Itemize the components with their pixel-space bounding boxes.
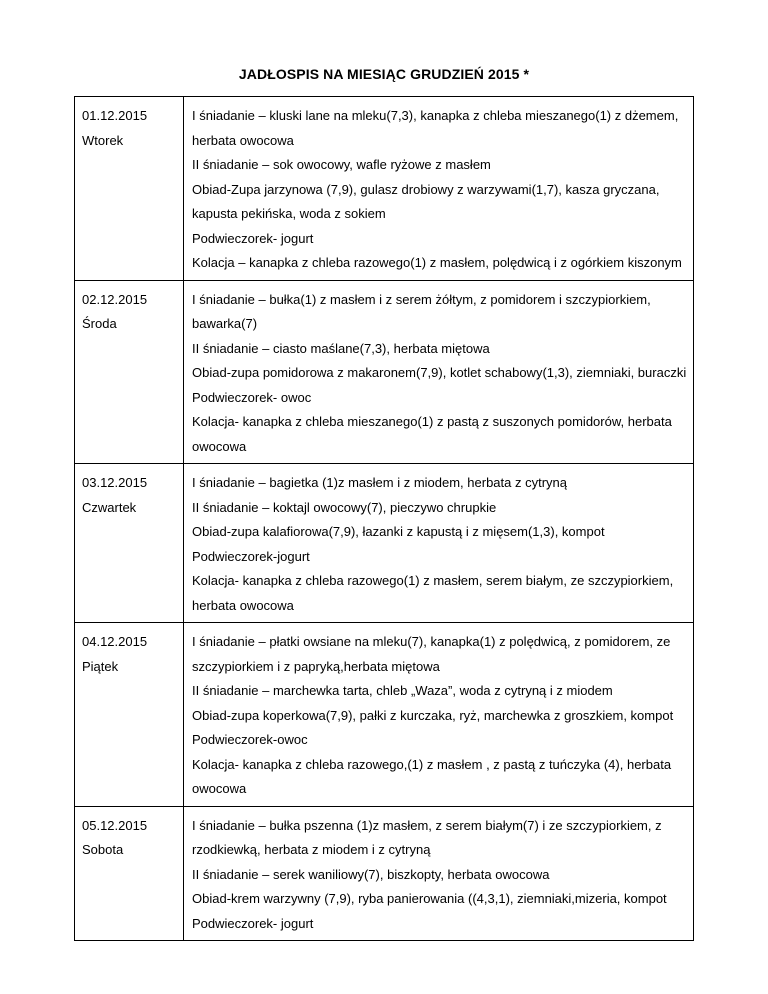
meal-breakfast: I śniadanie – bagietka (1)z masłem i z miodem, herbata z cytryną [192,475,568,490]
meals-cell [184,280,694,464]
meal-supper: Kolacja- kanapka z chleba mieszanego(1) z pastą z suszonych pomidorów, herbata owocowa [192,414,672,454]
meal-snack: Podwieczorek- owoc [192,389,312,405]
meal-second-breakfast: II śniadanie – ciasto maślane(7,3), herbata miętowa [192,340,490,356]
meal-snack: Podwieczorek- jogurt [192,915,314,931]
meal-lunch: Obiad-zupa kalafiorowa(7,9), łazanki z kapustą i z mięsem(1,3), kompot [192,524,605,539]
meal-snack: Podwieczorek-owoc [192,732,308,747]
meal-second-breakfast: II śniadanie – serek waniliowy(7), biszkopty, herbata owocowa [192,866,550,882]
meals-cell [184,806,694,941]
day-date: 01.12.2015 [82,108,148,123]
day-name: Środa [82,316,117,331]
day-name: Czwartek [82,499,137,515]
meal-snack: Podwieczorek- jogurt [192,230,314,246]
meal-breakfast: I śniadanie – kluski lane na mleku(7,3), kanapka z chleba mieszanego(1) z dżemem, herbata owocowa [192,108,679,148]
day-name: Piątek [82,658,119,674]
meals-cell [184,464,694,623]
meal-lunch: Obiad-Zupa jarzynowa (7,9), gulasz drobiowy z warzywami(1,7), kasza gryczana, kapusta pekińska, woda z sokiem [192,181,660,221]
page-title: JADŁOSPIS NA MIESIĄC GRUDZIEŃ 2015 * [238,66,530,82]
meal-second-breakfast: II śniadanie – koktajl owocowy(7), pieczywo chrupkie [192,499,497,515]
menu-table [74,96,694,941]
date-cell [75,280,184,464]
table-row [75,623,694,807]
day-name: Sobota [82,842,124,857]
day-name: Wtorek [82,132,124,148]
meal-supper: Kolacja- kanapka z chleba razowego,(1) z masłem , z pastą z tuńczyka (4), herbata owocowa [192,756,672,796]
meal-second-breakfast: II śniadanie – sok owocowy, wafle ryżowe z masłem [192,157,491,172]
table-row [75,806,694,941]
meals-cell [184,623,694,807]
day-date: 03.12.2015 [82,475,148,490]
meals-cell [184,97,694,281]
meal-second-breakfast: II śniadanie – marchewka tarta, chleb „Waza”, woda z cytryną i z miodem [192,683,613,698]
meal-lunch: Obiad-zupa pomidorowa z makaronem(7,9), kotlet schabowy(1,3), ziemniaki, buraczki [192,365,687,380]
meal-breakfast: I śniadanie – płatki owsiane na mleku(7), kanapka(1) z polędwicą, z pomidorem, ze szczypiorkiem i z papryką,herbata miętowa [192,634,671,674]
meal-lunch: Obiad-krem warzywny (7,9), ryba panierowania ((4,3,1), ziemniaki,mizeria, kompot [192,891,667,906]
meal-supper: Kolacja – kanapka z chleba razowego(1) z masłem, polędwicą i z ogórkiem kiszonym [192,255,682,270]
meal-lunch: Obiad-zupa koperkowa(7,9), pałki z kurczaka, ryż, marchewka z groszkiem, kompot [192,707,674,723]
date-cell [75,97,184,281]
meal-breakfast: I śniadanie – bułka pszenna (1)z masłem, z serem białym(7) i ze szczypiorkiem, z rzodkiewką, herbata z miodem i z cytryną [192,817,662,857]
date-cell [75,623,184,807]
table-row [75,280,694,464]
meal-supper: Kolacja- kanapka z chleba razowego(1) z masłem, serem białym, ze szczypiorkiem, herbata owocowa [192,573,674,613]
table-row [75,464,694,623]
table-row [75,97,694,281]
meal-snack: Podwieczorek-jogurt [192,548,310,564]
date-cell [75,806,184,941]
day-date: 05.12.2015 [82,817,148,833]
day-date: 02.12.2015 [82,291,148,307]
date-cell [75,464,184,623]
day-date: 04.12.2015 [82,634,148,649]
meal-breakfast: I śniadanie – bułka(1) z masłem i z serem żółtym, z pomidorem i szczypiorkiem, bawarka(7) [192,291,651,331]
